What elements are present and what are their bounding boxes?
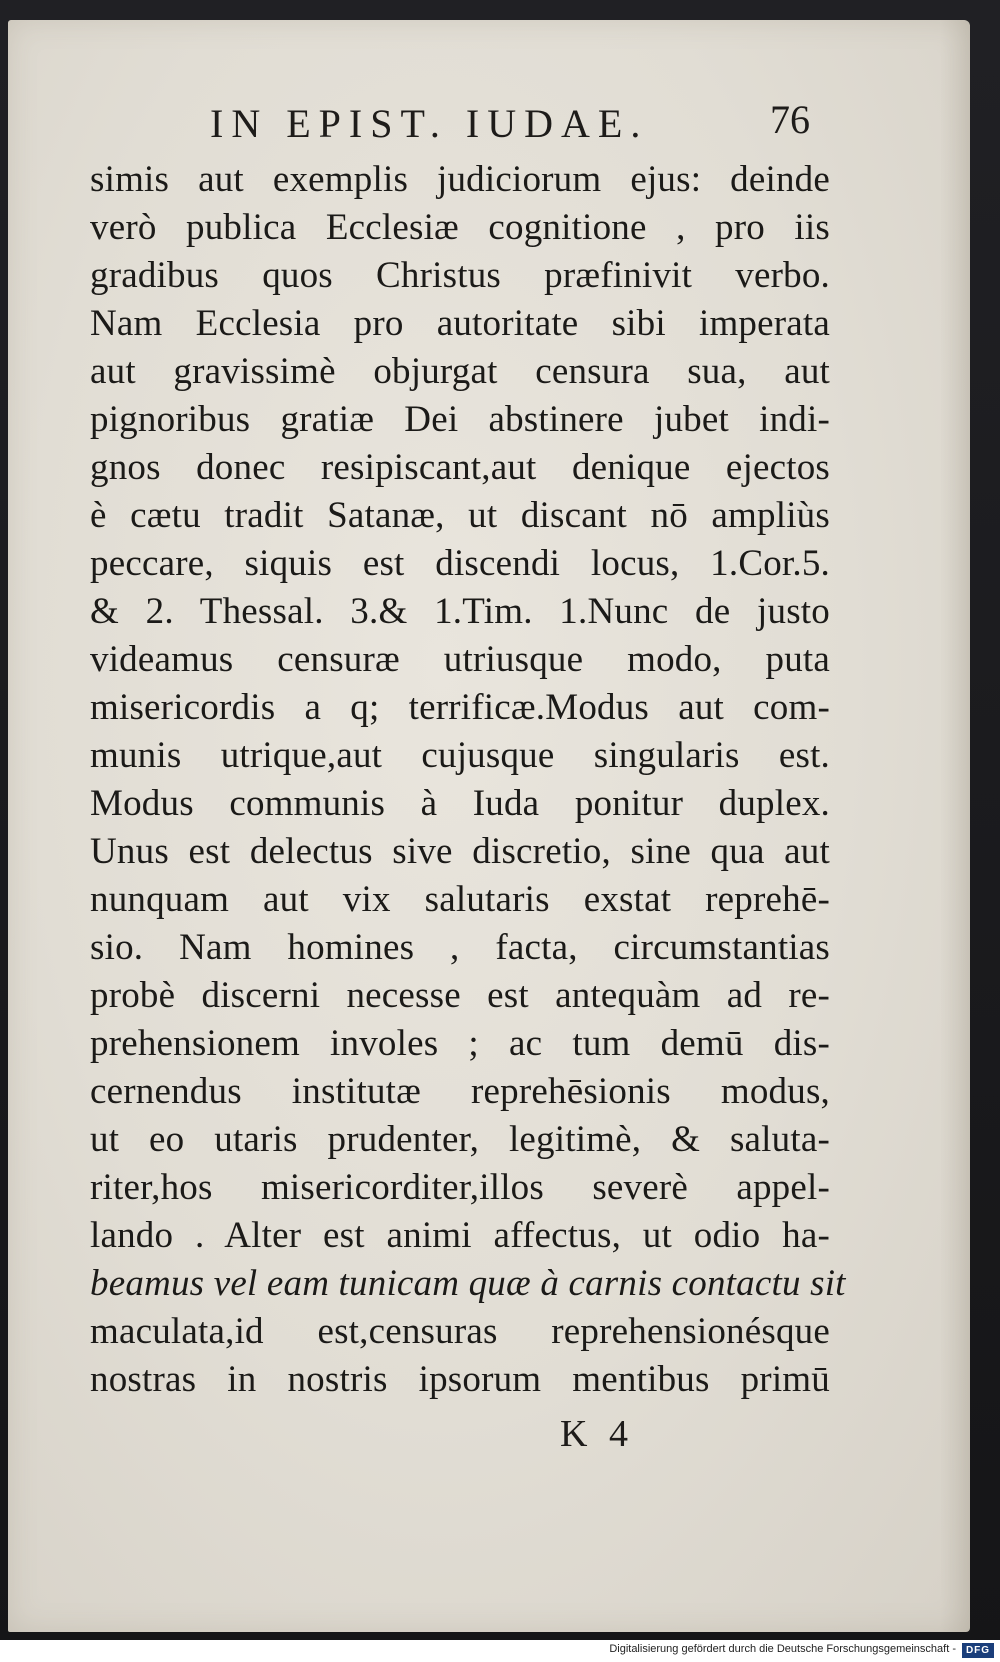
text-line: gradibus quos Christus præfinivit verbo. bbox=[90, 255, 830, 296]
text-line: probè discerni necesse est antequàm ad re- bbox=[90, 975, 830, 1016]
text-line: pignoribus gratiæ Dei abstinere jubet indi- bbox=[90, 399, 830, 440]
text-line: maculata,id est,censuras reprehensionésque bbox=[90, 1311, 830, 1352]
text-line: sio. Nam homines , facta, circumstantias bbox=[90, 927, 830, 968]
text-line: peccare, siquis est discendi locus, 1.Cor.5. bbox=[90, 543, 830, 584]
body-text bbox=[90, 156, 846, 1404]
page-edge-shadow bbox=[940, 20, 970, 1632]
text-line: verò publica Ecclesiæ cognitione , pro iis bbox=[90, 207, 830, 248]
running-head: IN EPIST. IUDAE. bbox=[210, 101, 649, 146]
text-line: cernendus institutæ reprehēsionis modus, bbox=[90, 1071, 830, 1112]
footer-bar bbox=[0, 1640, 1000, 1662]
text-line: munis utrique,aut cujusque singularis est. bbox=[90, 735, 830, 776]
text-line: prehensionem involes ; ac tum demū dis- bbox=[90, 1023, 830, 1064]
signature-mark: K 4 bbox=[560, 1413, 634, 1455]
text-line: riter,hos misericorditer,illos severè appel- bbox=[90, 1167, 830, 1208]
text-line: nostras in nostris ipsorum mentibus primū bbox=[90, 1359, 830, 1400]
text-line: nunquam aut vix salutaris exstat reprehē- bbox=[90, 879, 830, 920]
text-line: Unus est delectus sive discretio, sine qua aut bbox=[90, 831, 830, 872]
funding-credit: Digitalisierung gefördert durch die Deutsche Forschungsgemeinschaft - bbox=[609, 1643, 956, 1655]
text-line: Nam Ecclesia pro autoritate sibi imperata bbox=[90, 303, 830, 344]
text-line: misericordis a q; terrificæ.Modus aut com- bbox=[90, 687, 830, 728]
text-line: lando . Alter est animi affectus, ut odio ha- bbox=[90, 1215, 830, 1256]
text-line: è cætu tradit Satanæ, ut discant nō ampliùs bbox=[90, 495, 830, 536]
text-line: Modus communis à Iuda ponitur duplex. bbox=[90, 783, 830, 824]
text-line: & 2. Thessal. 3.& 1.Tim. 1.Nunc de justo bbox=[90, 591, 830, 632]
page-number: 76 bbox=[770, 97, 810, 142]
text-line-italic: beamus vel eam tunicam quæ à carnis contactu sit bbox=[90, 1263, 846, 1304]
text-line: videamus censuræ utriusque modo, puta bbox=[90, 639, 830, 680]
text-line: ut eo utaris prudenter, legitimè, & saluta- bbox=[90, 1119, 830, 1160]
text-line: gnos donec resipiscant,aut denique ejectos bbox=[90, 447, 830, 488]
text-line: aut gravissimè objurgat censura sua, aut bbox=[90, 351, 830, 392]
text-line: simis aut exemplis judiciorum ejus: deinde bbox=[90, 159, 830, 200]
dfg-logo-icon: DFG bbox=[962, 1643, 994, 1658]
